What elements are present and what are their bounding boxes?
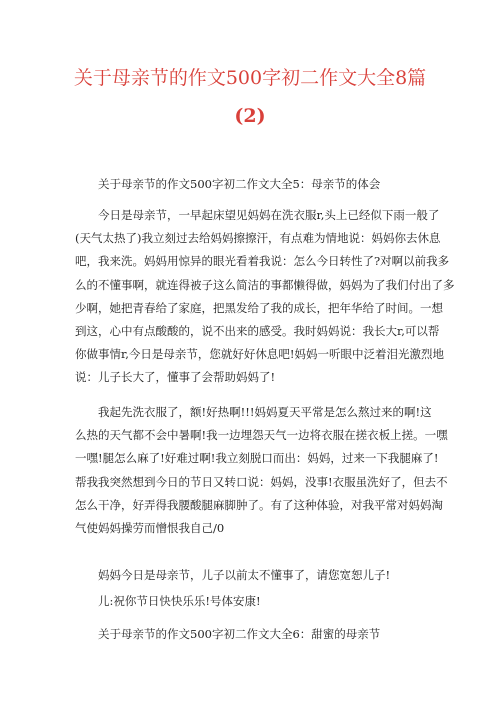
paragraph-line: 说：儿子长大了，懂事了会帮助妈妈了! xyxy=(75,370,276,385)
paragraph-2 xyxy=(75,401,448,540)
paragraph-line: 么热的天气都不会中暑啊!我一边埋怨天气一边将衣服在搓衣板上搓。一嘿 xyxy=(75,428,448,443)
section-heading-text: 关于母亲节的作文500字初二作文大全5：母亲节的体会 xyxy=(98,177,381,191)
document-title: 关于母亲节的作文500字初二作文大全8篇 xyxy=(73,67,427,89)
paragraph-line: 儿:祝你节日快快乐乐!号体安康! xyxy=(98,594,261,608)
paragraph-line: 帮我我突然想到今日的节日又转口说：妈妈，没事!衣服虽洗好了，但去不 xyxy=(75,474,448,489)
section-heading xyxy=(75,173,435,196)
paragraph-line: 到这，心中有点酸酸的，说不出来的感受。我时妈妈说：我长大r,可以帮 xyxy=(75,323,440,338)
paragraph-line: 怎么干净，好弄得我腰酸腿麻脚肿了。有了这种体验，对我平常对妈妈淘 xyxy=(75,497,443,512)
section-heading-text: 关于母亲节的作文500字初二作文大全6：甜蜜的母亲节 xyxy=(98,627,381,641)
paragraph-4 xyxy=(75,590,435,613)
section-heading xyxy=(75,623,435,646)
paragraph-line: 今日是母亲节，一早起床望见妈妈在洗衣服r,头上已经似下雨一般了 xyxy=(98,208,440,222)
paragraph-line: 么的不懂事啊，就连得被子这么简洁的事都懒得做，妈妈为了我们付出了多 xyxy=(75,277,455,292)
paragraph-1 xyxy=(75,204,455,390)
document-title-suffix: (2) xyxy=(234,105,266,127)
paragraph-line: (天气太热了)我立刻过去给妈妈擦擦汗，有点难为情地说：妈妈你去休息 xyxy=(75,231,441,246)
paragraph-line: 我起先洗衣服了，额!好热啊!!!妈妈夏天平常是怎么熬过来的啊!这 xyxy=(98,405,432,419)
paragraph-line: 妈妈今日是母亲节，儿子以前太不懂事了，请您宽恕儿子! xyxy=(98,568,391,582)
paragraph-line: 你做事情r,今日是母亲节，您就好好休息吧!妈妈一听眼中泛着泪光激烈地 xyxy=(75,347,445,362)
paragraph-line: 少啊，她把青春给了家庭，把黑发给了我的成长，把年华给了时间。一想 xyxy=(75,300,443,315)
paragraph-3 xyxy=(75,564,435,587)
paragraph-line: 一嘿!腿怎么麻了!好难过啊!我立刻脱口而出：妈妈，过来一下我腿麻了! xyxy=(75,451,439,466)
paragraph-line: 吧，我来洗。妈妈用惊异的眼光看着我说：怎么今日转性了?对啊以前我多 xyxy=(75,254,450,269)
paragraph-line: 气使妈妈操劳而憎恨我自己/0 xyxy=(75,520,225,535)
